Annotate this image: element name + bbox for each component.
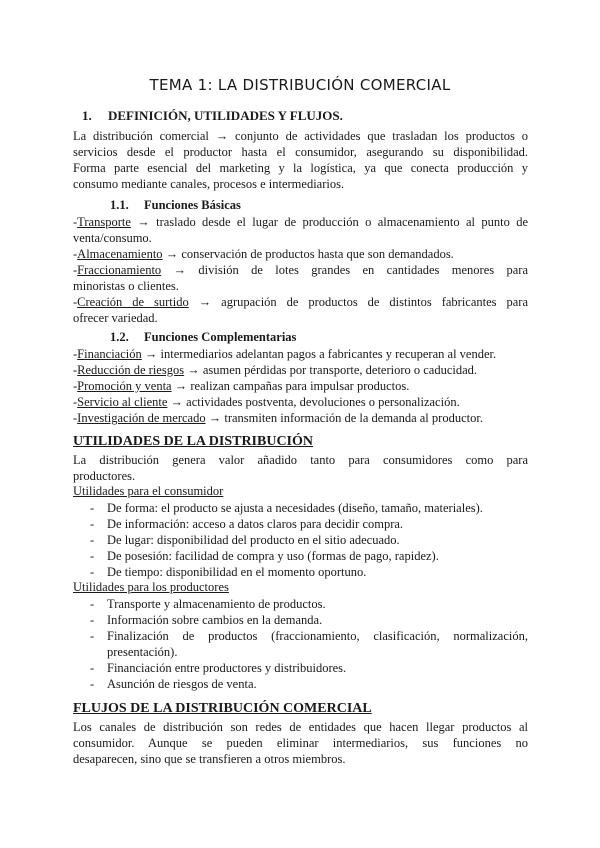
producer-utility-item-cont	[90, 644, 528, 660]
producer-utility-text: Transporte y almacenamiento de productos.	[107, 597, 326, 611]
complementary-function-item	[73, 410, 528, 426]
document-title: TEMA 1: LA DISTRIBUCIÓN COMERCIAL	[149, 76, 451, 94]
utilities-heading: UTILIDADES DE LA DISTRIBUCIÓN	[73, 434, 314, 449]
producer-utility-text: Información sobre cambios en la demanda.	[107, 613, 323, 627]
function-term: Servicio al cliente	[77, 395, 168, 409]
complementary-functions-number: 1.2.	[110, 330, 129, 344]
complementary-function-item	[73, 346, 528, 362]
function-term: Creación de surtido	[77, 295, 189, 309]
basic-function-item-cont: ofrecer variedad.	[73, 311, 158, 325]
function-term: Reducción de riesgos	[77, 363, 185, 377]
function-term: Transporte	[77, 215, 131, 229]
bullet-dash: -	[90, 517, 95, 531]
complementary-functions-heading	[110, 330, 296, 345]
bullet-dash: -	[90, 533, 95, 547]
complementary-function-item	[73, 378, 528, 394]
producer-utility-item	[90, 612, 528, 628]
basic-functions-heading	[110, 198, 241, 213]
flows-line: consumidor. Aunque se pueden eliminar intermediarios, sus funciones no	[73, 736, 528, 750]
function-term: Fraccionamiento	[77, 263, 162, 277]
prefix: -	[73, 295, 78, 309]
complementary-functions-title: Funciones Complementarias	[144, 330, 297, 344]
prefix: -	[73, 363, 78, 377]
prefix: -	[73, 379, 78, 393]
function-desc: → intermediarios adelantan pagos a fabricantes y recuperan al vender.	[141, 347, 497, 361]
bullet-dash: -	[90, 613, 95, 627]
consumer-utility-item	[90, 516, 528, 532]
basic-function-item	[73, 214, 528, 230]
producer-utility-text: Asunción de riesgos de venta.	[107, 677, 257, 691]
bullet-dash: -	[90, 501, 95, 515]
basic-function-item-cont: minoristas o clientes.	[73, 279, 179, 293]
prefix: -	[73, 247, 78, 261]
flows-heading: FLUJOS DE LA DISTRIBUCIÓN COMERCIAL	[73, 701, 372, 716]
producer-utility-text: Financiación entre productores y distribuidores.	[107, 661, 347, 675]
producer-utility-item	[90, 676, 528, 692]
section-1-heading	[82, 108, 343, 124]
bullet-dash: -	[90, 597, 95, 611]
producer-utility-text: Finalización de productos (fraccionamiento, clasificación, normalización,	[107, 629, 528, 643]
complementary-function-item	[73, 362, 528, 378]
function-desc: → realizan campañas para impulsar productos.	[171, 379, 410, 393]
flows-line: desaparecen, sino que se transfieren a otros miembros.	[73, 752, 346, 766]
bullet-dash: -	[90, 565, 95, 579]
producer-utility-item	[90, 660, 528, 676]
function-desc: → asumen pérdidas por transporte, deterioro o caducidad.	[184, 363, 478, 377]
utilities-intro-line: La distribución genera valor añadido tanto para consumidores como para	[73, 453, 528, 467]
function-desc: → división de lotes grandes en cantidades menores para	[161, 263, 528, 277]
consumer-utility-text: De forma: el producto se ajusta a necesidades (diseño, tamaño, materiales).	[107, 501, 483, 515]
producer-utilities-label: Utilidades para los productores	[73, 580, 229, 594]
bullet-dash: -	[90, 629, 95, 643]
prefix: -	[73, 215, 78, 229]
basic-function-item-cont: venta/consumo.	[73, 231, 152, 245]
consumer-utility-item	[90, 500, 528, 516]
definition-line: La distribución comercial → conjunto de actividades que trasladan los productos o	[73, 129, 528, 143]
consumer-utility-text: De tiempo: disponibilidad en el momento oportuno.	[107, 565, 367, 579]
function-desc: → agrupación de productos de distintos fabricantes para	[188, 295, 529, 309]
consumer-utilities-label: Utilidades para el consumidor	[73, 484, 224, 498]
producer-utility-item	[90, 596, 528, 612]
definition-line: Forma parte esencial del marketing y la logística, ya que conecta producción y	[73, 161, 528, 175]
complementary-function-item	[73, 394, 528, 410]
prefix: -	[73, 347, 78, 361]
definition-line: consumo mediante canales, procesos e intermediarios.	[73, 177, 345, 191]
consumer-utility-item	[90, 532, 528, 548]
function-desc: → actividades postventa, devoluciones o personalización.	[167, 395, 460, 409]
bullet-dash: -	[90, 661, 95, 675]
function-term: Investigación de mercado	[77, 411, 206, 425]
function-desc: → transmiten información de la demanda al productor.	[205, 411, 483, 425]
section-1-number: 1.	[82, 108, 92, 123]
function-term: Almacenamiento	[77, 247, 163, 261]
flows-line: Los canales de distribución son redes de entidades que hacen llegar productos al	[73, 720, 528, 734]
basic-functions-number: 1.1.	[110, 198, 129, 212]
section-1-title: DEFINICIÓN, UTILIDADES Y FLUJOS.	[108, 108, 343, 123]
consumer-utility-item	[90, 564, 528, 580]
basic-functions-title: Funciones Básicas	[144, 198, 241, 212]
function-desc: → conservación de productos hasta que son demandados.	[162, 247, 454, 261]
function-term: Promoción y venta	[77, 379, 172, 393]
prefix: -	[73, 411, 78, 425]
basic-function-item	[73, 294, 528, 310]
consumer-utility-item	[90, 548, 528, 564]
function-term: Financiación	[77, 347, 142, 361]
basic-function-item	[73, 262, 528, 278]
function-desc: → traslado desde el lugar de producción o almacenamiento al punto de	[130, 215, 528, 229]
consumer-utility-text: De posesión: facilidad de compra y uso (formas de pago, rapidez).	[107, 549, 439, 563]
bullet-dash: -	[90, 677, 95, 691]
consumer-utility-text: De lugar: disponibilidad del producto en el sitio adecuado.	[107, 533, 400, 547]
producer-utility-item	[90, 628, 528, 644]
consumer-utility-text: De información: acceso a datos claros para decidir compra.	[107, 517, 404, 531]
producer-utility-text-cont: presentación).	[107, 645, 178, 659]
basic-function-item	[73, 246, 528, 262]
prefix: -	[73, 263, 78, 277]
bullet-dash: -	[90, 549, 95, 563]
definition-line: servicios desde el productor hasta el consumidor, asegurando su disponibilidad.	[73, 145, 528, 159]
utilities-intro-line: productores.	[73, 469, 136, 483]
prefix: -	[73, 395, 78, 409]
